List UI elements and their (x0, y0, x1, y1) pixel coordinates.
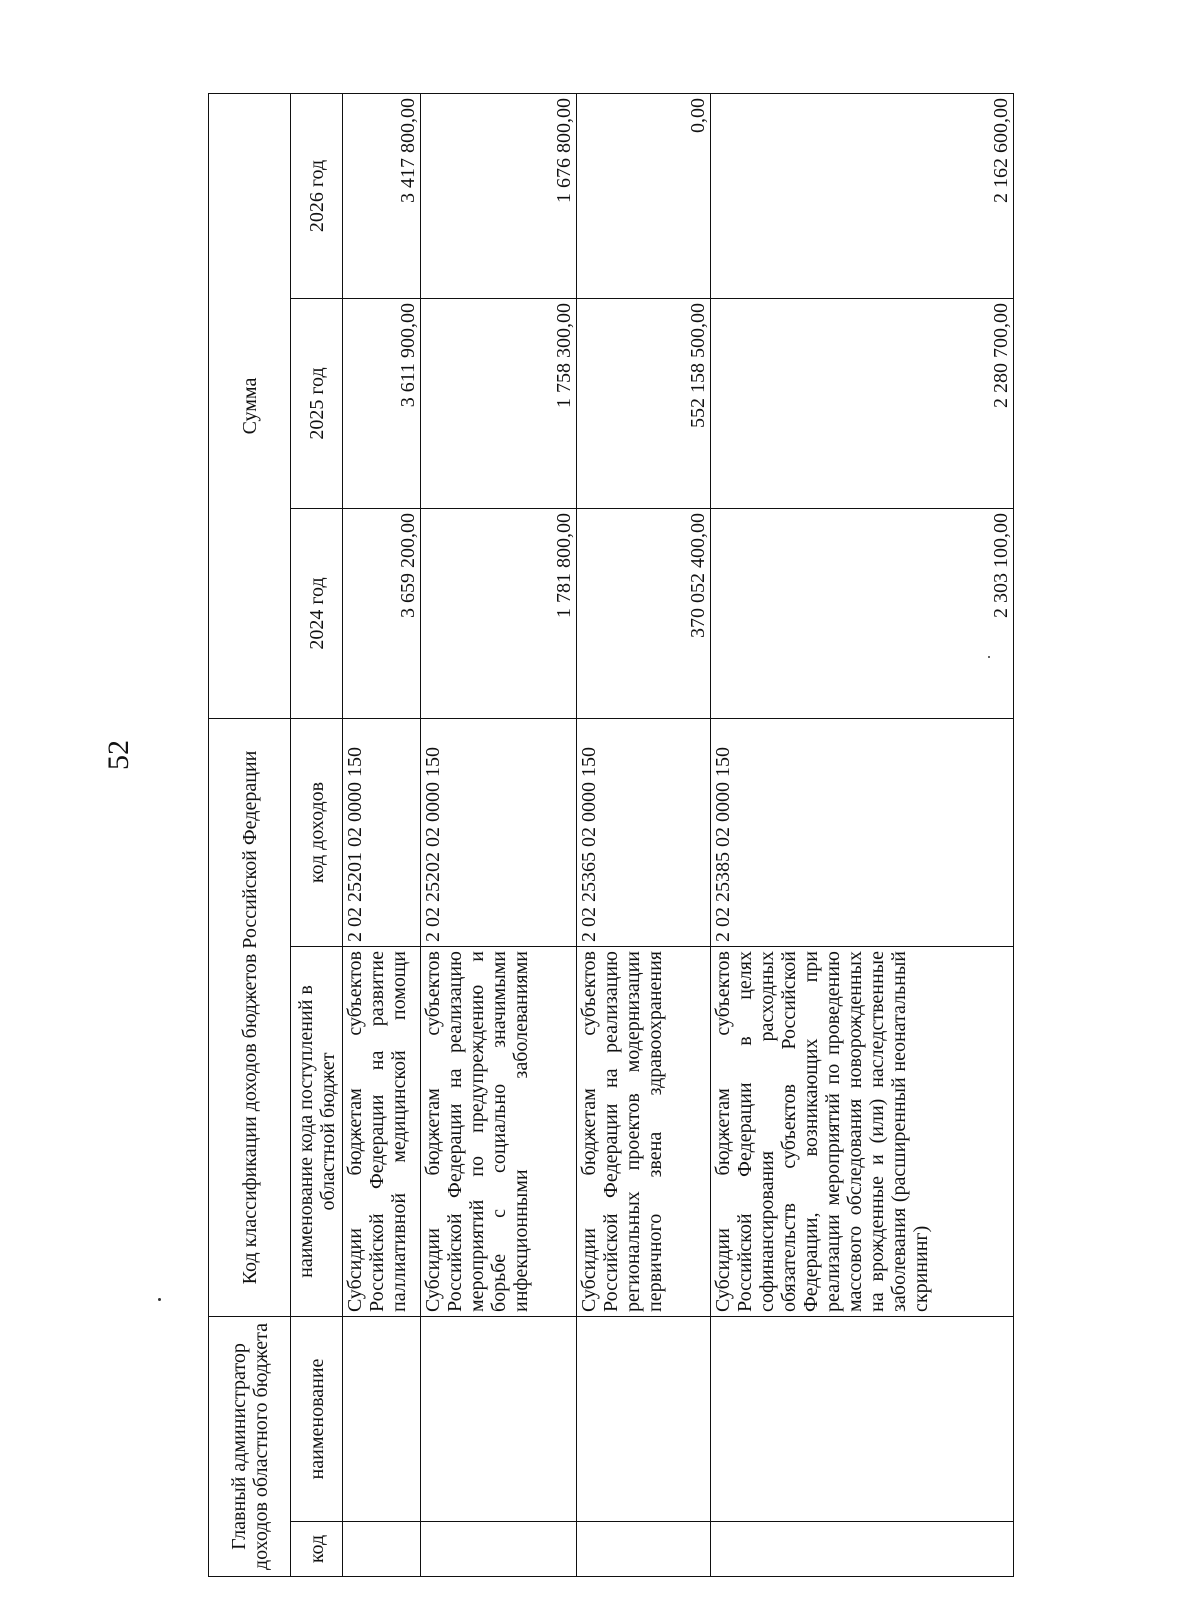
year-2024-header: 2024 год (291, 509, 343, 719)
admin-group-header: Главный администратор доходов областного бюджета (209, 1317, 291, 1577)
income-code-header: код доходов (291, 719, 343, 947)
scan-speck (158, 1298, 161, 1301)
admin-code-cell (421, 1522, 577, 1577)
admin-name-cell (577, 1317, 711, 1522)
amount-2025-cell: 3 611 900,00 (343, 299, 421, 509)
amount-2024-cell: 2 303 100,00 (711, 509, 1014, 719)
admin-name-cell (421, 1317, 577, 1522)
amount-2026-cell: 2 162 600,00 (711, 93, 1014, 298)
amount-2024-cell: 370 052 400,00 (577, 509, 711, 719)
income-name-header: наименование кода поступлений в областной бюджет (291, 947, 343, 1317)
amount-2024-cell: 3 659 200,00 (343, 509, 421, 719)
income-description-cell: Субсидии бюджетам субъектов Российской Федерации на реализацию региональных проектов модернизации первичного звена здравоохранения (577, 947, 711, 1317)
budget-income-table (208, 93, 1014, 1577)
name-header: наименование (291, 1317, 343, 1522)
table-row (711, 93, 1014, 1576)
income-code-cell: 2 02 25201 02 0000 150 (343, 719, 421, 947)
amount-2026-cell: 1 676 800,00 (421, 93, 577, 298)
admin-code-cell (577, 1522, 711, 1577)
amount-2025-cell: 2 280 700,00 (711, 299, 1014, 509)
income-description-cell: Субсидии бюджетам субъектов Российской Федерации на развитие паллиативной медицинской помощи (343, 947, 421, 1317)
admin-name-cell (343, 1317, 421, 1522)
amount-2025-cell: 552 158 500,00 (577, 299, 711, 509)
table-row (421, 93, 577, 1576)
amount-2026-cell: 3 417 800,00 (343, 93, 421, 298)
amount-2026-cell: 0,00 (577, 93, 711, 298)
table-row (577, 93, 711, 1576)
admin-code-cell (343, 1522, 421, 1577)
admin-name-cell (711, 1317, 1014, 1522)
income-code-cell: 2 02 25365 02 0000 150 (577, 719, 711, 947)
amount-2024-cell: 1 781 800,00 (421, 509, 577, 719)
year-2026-header: 2026 год (291, 93, 343, 298)
page-number: 52 (102, 740, 135, 770)
year-2025-header: 2025 год (291, 299, 343, 509)
table-row (343, 93, 421, 1576)
code-header: код (291, 1522, 343, 1577)
sum-group-header: Сумма (209, 93, 291, 718)
income-description-cell: Субсидии бюджетам субъектов Российской Федерации на реализацию мероприятий по предупреждению и борьбе с социально значимыми инфекционными заболеваниями (421, 947, 577, 1317)
income-code-cell: 2 02 25385 02 0000 150 (711, 719, 1014, 947)
income-description-cell: Субсидии бюджетам субъектов Российской Федерации в целях софинансирования расходных обязательств субъектов Российской Федерации, возникающих при реализации мероприятий по проведению массового обследования новорожденных на врожденные и (или) наследственные заболевания (расширенный неонатальный скрининг) (711, 947, 1014, 1317)
classification-group-header: Код классификации доходов бюджетов Российской Федерации (209, 719, 291, 1317)
amount-2025-cell: 1 758 300,00 (421, 299, 577, 509)
admin-code-cell (711, 1522, 1014, 1577)
rotated-table-wrapper (208, 94, 1013, 1577)
income-code-cell: 2 02 25202 02 0000 150 (421, 719, 577, 947)
